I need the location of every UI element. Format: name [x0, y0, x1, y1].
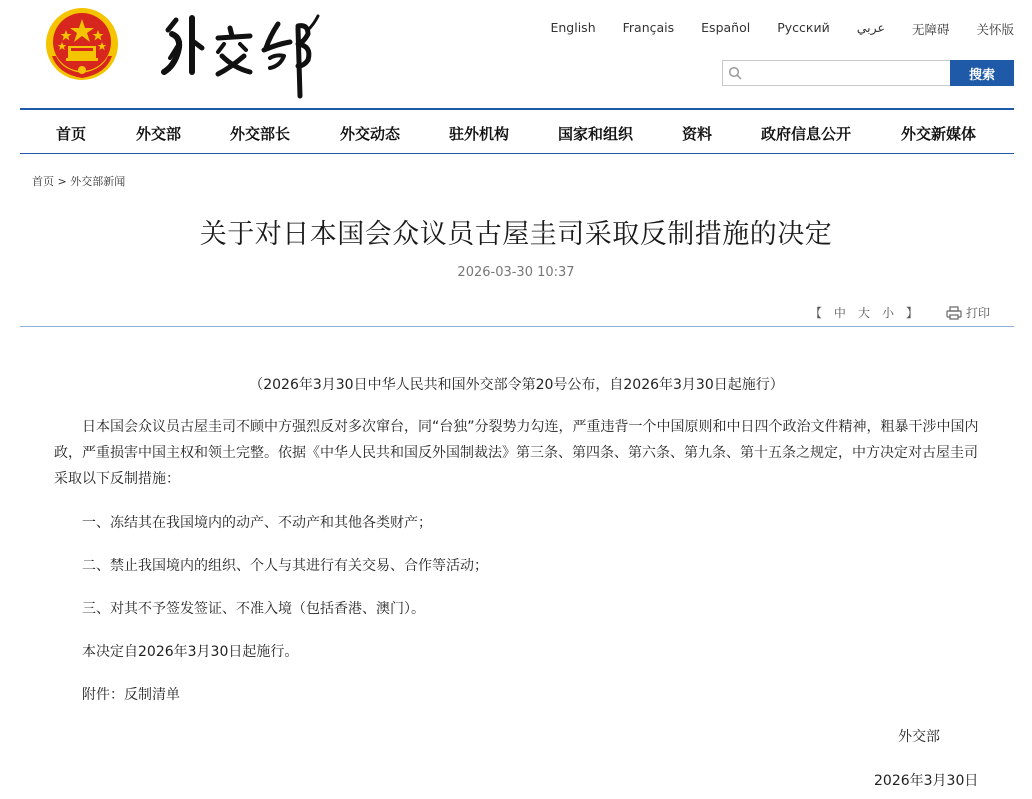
font-size-switcher: [804, 304, 924, 321]
search-button[interactable]: 搜索: [950, 60, 1014, 86]
national-emblem-icon: [44, 6, 120, 82]
nav-item-resources[interactable]: 资料: [682, 125, 713, 143]
signature: 外交部: [898, 729, 940, 745]
font-size-small[interactable]: 小: [881, 306, 894, 320]
publish-date: 2026-03-30 10:37: [457, 265, 575, 280]
lang-spanish[interactable]: Español: [701, 20, 751, 35]
search-icon: [728, 66, 742, 80]
search-input[interactable]: [745, 64, 945, 82]
nav-item-gov-info[interactable]: 政府信息公开: [761, 125, 852, 143]
breadcrumb-current[interactable]: 外交部新闻: [70, 175, 126, 188]
nav-item-countries[interactable]: 国家和组织: [558, 125, 634, 143]
nav-item-new-media[interactable]: 外交新媒体: [901, 125, 977, 143]
search-bar: [722, 60, 1014, 86]
attachment-link[interactable]: 附件：反制清单: [82, 687, 180, 703]
signature-date: 2026年3月30日: [874, 773, 979, 789]
page-title: 关于对日本国会众议员古屋圭司采取反制措施的决定: [199, 219, 833, 250]
print-button[interactable]: [946, 304, 990, 321]
bracket-open: 【: [809, 306, 822, 320]
lang-french[interactable]: Français: [622, 20, 675, 35]
paragraph-2: 一、冻结其在我国境内的动产、不动产和其他各类财产；: [82, 515, 432, 531]
breadcrumb-home[interactable]: 首页: [32, 175, 54, 188]
paragraph-4: 三、对其不予签发签证、不准入境（包括香港、澳门）。: [82, 601, 425, 617]
site-header: [0, 0, 1032, 110]
breadcrumb-separator: >: [57, 175, 67, 188]
paragraph-5: 本决定自2026年3月30日起施行。: [82, 644, 299, 660]
bracket-close: 】: [905, 306, 918, 320]
accessibility-link[interactable]: 无障碍: [911, 22, 950, 37]
print-label: 打印: [965, 306, 990, 320]
lang-english[interactable]: English: [550, 20, 596, 35]
article-tools: [804, 304, 990, 321]
lang-russian[interactable]: Русский: [777, 20, 830, 35]
printer-icon: [946, 306, 962, 320]
lang-arabic[interactable]: عربي: [856, 20, 885, 35]
nav-item-minister[interactable]: 外交部长: [230, 125, 291, 143]
article-subtitle: （2026年3月30日中华人民共和国外交部令第20号公布，自2026年3月30日起施行）: [249, 377, 784, 393]
search-box: [722, 60, 950, 86]
nav-item-home[interactable]: 首页: [56, 125, 87, 143]
breadcrumb: [32, 173, 125, 189]
care-mode-link[interactable]: 关怀版: [976, 22, 1014, 37]
paragraph-1: 日本国会众议员古屋圭司不顾中方强烈反对多次窜台，同“台独”分裂势力勾连，严重违背一个中国原则和中日四个政治文件精神，粗暴干涉中国内政，严重损害中国主权和领土完整。依据《中华人民共和国反外国制裁法》第三条、第四条、第六条、第九条、第十五条之规定，中方决定对古屋圭司采取以下反制措施：: [54, 419, 979, 487]
paragraph-3: 二、禁止我国境内的组织、个人与其进行有关交易、合作等活动；: [82, 558, 488, 574]
nav-item-activities[interactable]: 外交动态: [340, 125, 401, 143]
font-size-medium[interactable]: 中: [833, 306, 846, 320]
nav-item-ministry[interactable]: 外交部: [136, 125, 182, 143]
language-switcher: [523, 20, 1014, 38]
font-size-large[interactable]: 大: [857, 306, 870, 320]
ministry-calligraphy-logo: [158, 8, 348, 100]
nav-item-missions[interactable]: 驻外机构: [449, 125, 510, 143]
main-nav: [20, 108, 1014, 154]
title-divider: [20, 326, 1014, 327]
